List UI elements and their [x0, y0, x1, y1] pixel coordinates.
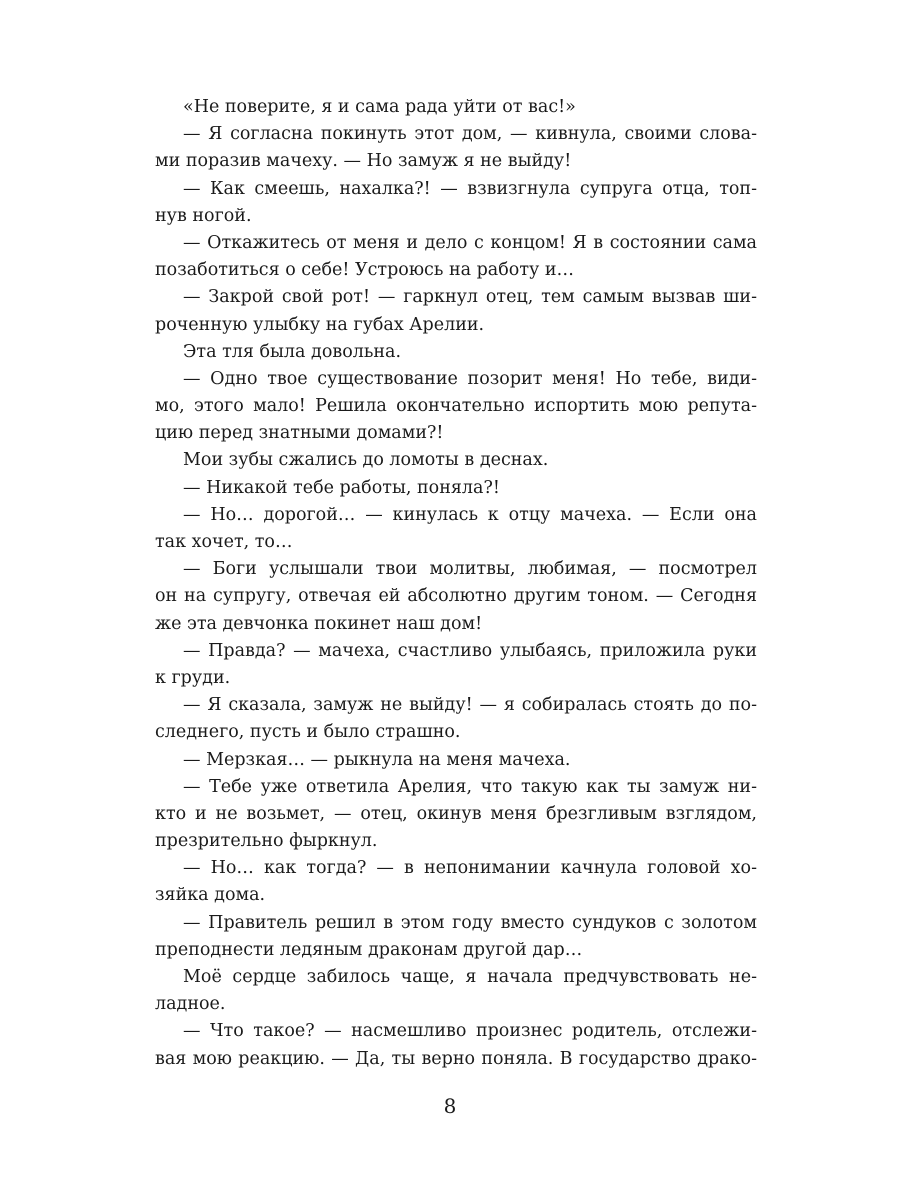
text-line: следнего, пусть и было страшно. — [155, 722, 461, 743]
text-line: — Одно твое существование позорит меня! Но тебе, види- — [183, 368, 757, 389]
text-line: зяйка дома. — [155, 885, 266, 906]
text-line: «Не поверите, я и сама рада уйти от вас!» — [183, 97, 576, 117]
text-line: — Правитель решил в этом году вместо сундуков с золотом — [183, 912, 757, 933]
text-line: Мои зубы сжались до ломоты в деснах. — [183, 450, 549, 471]
text-line: Эта тля была довольна. — [183, 341, 402, 362]
text-line: — Как смеешь, нахалка?! — взвизгнула супруга отца, топ- — [183, 178, 757, 199]
text-line: же эта девчонка покинет наш дом! — [155, 613, 483, 634]
text-line: — Никакой тебе работы, поняла?! — [183, 477, 500, 498]
text-line: вая мою реакцию. — Да, ты верно поняла. В государство драко- — [155, 1048, 757, 1069]
text-line: мо, этого мало! Решила окончательно испортить мою репута- — [155, 396, 757, 417]
text-line: — Я сказала, замуж не выйду! — я собиралась стоять до по- — [183, 695, 757, 716]
text-line: он на супругу, отвечая ей абсолютно другим тоном. — Сегодня — [155, 586, 757, 607]
text-line: к груди. — [155, 667, 231, 688]
text-line: позаботиться о себе! Устроюсь на работу и… — [155, 260, 575, 281]
text-line: ладное. — [155, 994, 226, 1015]
text-line: Моё сердце забилось чаще, я начала предчувствовать не- — [183, 967, 757, 987]
page-number: 8 — [443, 1094, 457, 1118]
text-line: — Я согласна покинуть этот дом, — кивнула, своими слова- — [183, 124, 757, 145]
text-line: роченную улыбку на губах Арелии. — [155, 314, 485, 335]
text-line: кто и не возьмет, — отец, окинув меня брезгливым взглядом, — [155, 803, 757, 824]
text-line: — Закрой свой рот! — гаркнул отец, тем самым вызвав ши- — [183, 287, 757, 308]
text-line: так хочет, то… — [155, 532, 293, 552]
text-line: преподнести ледяным драконам другой дар… — [155, 939, 583, 960]
text-line: цию перед знатными домами?! — [155, 423, 444, 444]
text-line: — Но… дорогой… — кинулась к отцу мачеха. — Если она — [183, 504, 757, 525]
text-line: ми поразив мачеху. — Но замуж я не выйду! — [155, 151, 572, 172]
text-line: — Боги услышали твои молитвы, любимая, — посмотрел — [183, 559, 757, 580]
text-line: — Что такое? — насмешливо произнес родитель, отслежи- — [183, 1021, 757, 1042]
text-line: — Мерзкая… — рыкнула на меня мачеха. — [183, 749, 571, 770]
text-line: — Откажитесь от меня и дело с концом! Я в состоянии сама — [183, 232, 757, 253]
text-line: нув ногой. — [155, 205, 252, 226]
text-line: презрительно фыркнул. — [155, 831, 378, 852]
text-line: — Правда? — мачеха, счастливо улыбаясь, приложила руки — [183, 640, 757, 661]
text-line: — Но… как тогда? — в непонимании качнула головой хо- — [183, 858, 757, 879]
text-line: — Тебе уже ответила Арелия, что такую как ты замуж ни- — [183, 776, 757, 797]
body-text — [155, 94, 757, 1073]
